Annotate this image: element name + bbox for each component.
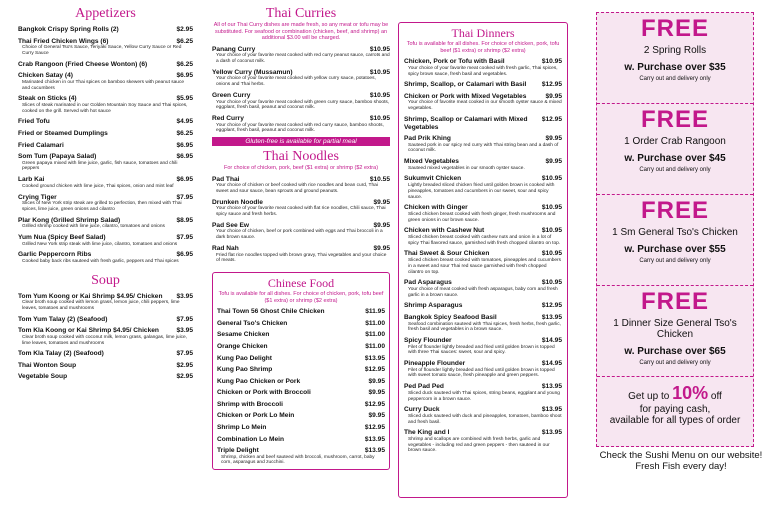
menu-item-price: $6.95 xyxy=(176,251,193,259)
discount-percent: 10% xyxy=(672,383,709,403)
menu-item xyxy=(18,176,193,184)
menu-item-description: Sauteed pork in our spicy red curry with Thai string bean and a dash of coconut milk. xyxy=(408,142,559,154)
menu-item xyxy=(18,350,193,358)
menu-item-description: Lightly breaded sliced chicken fried until golden brown is cooked with pineapples, tomatoes and cucumbers in our sweet, sour and spicy sauce. xyxy=(408,183,555,200)
menu-item-name: Panang Curry xyxy=(212,45,256,53)
menu-item-name: General Tso's Chicken xyxy=(217,319,288,327)
gluten-free-banner: Gluten-free is available for partial meal xyxy=(212,137,390,146)
menu-item xyxy=(217,366,385,374)
noodles-title: Thai Noodles xyxy=(263,149,339,165)
menu-item xyxy=(217,447,385,455)
menu-item-name: Crab Rangoon (Fried Cheese Wonton) (6) xyxy=(18,60,148,68)
menu-item xyxy=(404,406,562,414)
menu-item-description: Shrimp, chicken and beef sauteed with broccoli, mushroom, carrot, baby corn, asparagus and zucchini. xyxy=(221,454,375,466)
menu-item xyxy=(18,118,193,126)
menu-item-name: Chicken, Pork or Tofu with Basil xyxy=(404,58,505,66)
menu-item xyxy=(404,429,562,437)
menu-item-price: $10.95 xyxy=(541,250,562,258)
menu-item-name: Chicken Satay (4) xyxy=(18,72,73,80)
menu-item-name: Green Curry xyxy=(212,91,251,99)
menu-item-price: $7.95 xyxy=(176,315,193,323)
menu-item xyxy=(404,158,562,166)
menu-item xyxy=(404,58,562,66)
menu-item-price: $7.95 xyxy=(176,193,193,201)
menu-item-price: $9.95 xyxy=(545,135,562,143)
menu-item-price: $13.95 xyxy=(541,429,562,437)
menu-item xyxy=(404,204,562,212)
menu-item-name: Shrimp Asparagus xyxy=(404,302,463,310)
menu-item-name: Triple Delight xyxy=(217,447,259,455)
curries-subheading: All of our Thai Curry dishes are made fresh, so any meat or tofu may be substituted. For seafood or combination (chicken, beef, and shrimp) an additional $3.00 will be charged. xyxy=(213,22,389,42)
menu-item-name: Kung Pao Shrimp xyxy=(217,366,273,374)
coupon-offer: 1 Sm General Tso's Chicken xyxy=(612,227,738,238)
menu-item-name: Yellow Curry (Mussamun) xyxy=(212,68,293,76)
menu-item-name: Tom Kla Koong or Kai Shrimp $4.95/ Chicken xyxy=(18,327,159,335)
menu-item xyxy=(18,234,193,242)
menu-item-description: Green papaya mixed with lime juice, garlic, fish sauce, tomatoes and chili peppers xyxy=(22,160,178,172)
menu-item-description: Choice of General Tso's Sauce, Teriyaki Sauce, Yellow Curry Sauce or Red Curry Sauce xyxy=(22,45,182,56)
menu-item xyxy=(18,26,193,34)
menu-item-price: $12.95 xyxy=(541,302,562,310)
menu-item-name: Sukumvit Chicken xyxy=(404,175,462,183)
menu-item-price: $10.95 xyxy=(369,115,390,123)
menu-item-name: Chicken or Pork with Mixed Vegetables xyxy=(404,92,527,100)
menu-item-description: Sliced chicken breast cooked with tomatoes, pineapples and cucumbers in a sweet and sour Thai red sauce garnished with fresh chopped cilantro on top. xyxy=(408,258,562,275)
menu-item-price: $7.95 xyxy=(176,350,193,358)
menu-item-price: $6.95 xyxy=(176,72,193,80)
menu-item-name: Vegetable Soup xyxy=(18,373,68,381)
menu-item-description: Clear broth soup cooked with coconut milk, lemon grass, galangas, lime juice, lime leaves, tomatoes and mushrooms xyxy=(22,334,188,346)
menu-item xyxy=(217,424,385,432)
menu-item-price: $10.95 xyxy=(369,91,390,99)
menu-item-name: Shrimp with Broccoli xyxy=(217,400,283,408)
menu-item xyxy=(18,251,193,259)
menu-item-description: Sliced duck sauteed with duck and pineapples, tomatoes, bamboo shoot and fresh basil. xyxy=(408,413,562,425)
menu-item-description: Sliced chicken breast cooked with cashew nuts and onion in a lot of spicy Thai flavored sauce, garnished with fresh chopped cilantro on top. xyxy=(408,234,561,246)
menu-item-name: Pad Prik Khing xyxy=(404,135,451,143)
menu-item-name: Tom Yum Koong or Kai Shrimp $4.95/ Chicken xyxy=(18,292,163,300)
menu-item-name: Orange Chicken xyxy=(217,342,268,350)
menu-item xyxy=(18,194,193,202)
menu-item xyxy=(18,327,193,335)
menu-item xyxy=(404,116,562,131)
coupon-purchase: w. Purchase over $35 xyxy=(624,62,726,73)
menu-item xyxy=(217,436,385,444)
menu-item-price: $9.95 xyxy=(368,377,385,385)
menu-item-name: Shrimp, Scallop or Calamari with Mixed Vegetables xyxy=(404,115,528,131)
menu-item xyxy=(404,135,562,143)
menu-item-name: Fried or Steamed Dumplings xyxy=(18,129,108,137)
menu-item-name: Chicken with Cashew Nut xyxy=(404,227,485,235)
dinners-list xyxy=(404,58,562,454)
menu-item-name: Kung Pao Delight xyxy=(217,354,272,362)
footer-line2: Fresh Fish every day! xyxy=(635,461,727,472)
menu-item xyxy=(404,81,562,89)
menu-item-description: Your choice of your favorite meat cooked with fresh garlic, Thai spices, spicy brown sauce, fresh basil and vegetables. xyxy=(408,65,558,77)
menu-item xyxy=(217,343,385,351)
menu-item-price: $9.95 xyxy=(373,221,390,229)
coupons-panel xyxy=(596,12,754,447)
menu-item-price: $9.95 xyxy=(373,244,390,252)
menu-item xyxy=(212,92,390,100)
menu-item-price: $10.95 xyxy=(541,279,562,287)
menu-item xyxy=(212,245,390,253)
menu-item-description: Sauteed mixed vegetables in our smooth oyster sauce. xyxy=(408,165,525,171)
menu-item-description: Filet of flounder lightly breaded and fried until golden brown is topped with sweet tomato sauce, fresh pineapple and green peppers. xyxy=(408,367,555,379)
menu-item-price: $9.95 xyxy=(545,92,562,100)
menu-item xyxy=(212,115,390,123)
menu-item-name: Steak on Sticks (4) xyxy=(18,95,77,103)
menu-item xyxy=(404,250,562,258)
menu-item-price: $13.95 xyxy=(541,313,562,321)
appetizers-column xyxy=(18,0,193,381)
menu-item-price: $10.55 xyxy=(369,175,390,183)
menu-item xyxy=(18,72,193,80)
menu-item-description: Your choice of your favorite meat cooked with red curry sauce, bamboo shoots, eggplant, fresh basil, peanut and coconut milk. xyxy=(216,122,384,134)
menu-item-name: Plar Kong (Grilled Shrimp Salad) xyxy=(18,216,121,224)
menu-item-description: Your choice of chicken, beef or pork combined with eggs and Thai broccoli in a dark brown sauce. xyxy=(216,229,383,241)
menu-item-price: $13.95 xyxy=(541,383,562,391)
menu-item xyxy=(18,61,193,69)
menu-item-price: $6.95 xyxy=(176,176,193,184)
menu-item-description: Your choice of your favorite meat cooked with flat rice noodles, Chili sauce, Thai spicy sauce and fresh herbs. xyxy=(216,206,386,218)
menu-item-name: Mixed Vegetables xyxy=(404,158,459,166)
menu-item-name: Fried Tofu xyxy=(18,118,50,126)
menu-item-name: The King and I xyxy=(404,429,450,437)
menu-item-name: Thai Wonton Soup xyxy=(18,361,77,369)
coupon-offer: 1 Dinner Size General Tso's Chicken xyxy=(613,318,737,340)
menu-item-price: $12.95 xyxy=(541,115,562,123)
menu-item xyxy=(404,279,562,287)
soup-list xyxy=(18,293,193,381)
menu-item-price: $7.95 xyxy=(176,233,193,241)
appetizers-list xyxy=(18,26,193,265)
menu-item-description: Clear broth soup cooked with lemon grass, lemon juice, chili peppers, lime leaves, tomatoes and mushrooms xyxy=(22,300,180,311)
menu-item xyxy=(18,362,193,370)
menu-item xyxy=(404,302,562,310)
menu-item-description: Slices of steak marinated in our Golden Mountain Soy Sauce and Thai spices, cooked on the grill. Served with hot sauce xyxy=(22,102,188,114)
menu-item-price: $13.95 xyxy=(364,435,385,443)
chinese-list xyxy=(217,308,385,466)
dinners-box xyxy=(398,22,568,498)
menu-item-price: $6.95 xyxy=(176,141,193,149)
menu-item-price: $3.95 xyxy=(176,327,193,335)
menu-item-price: $2.95 xyxy=(176,26,193,33)
menu-item xyxy=(18,142,193,150)
cash-discount xyxy=(597,377,753,426)
menu-item xyxy=(18,373,193,381)
menu-item-description: Cooked ground chicken with lime juice, Thai spices, onion and mint leaf xyxy=(22,183,174,189)
menu-item xyxy=(217,355,385,363)
menu-item-price: $2.95 xyxy=(176,361,193,369)
menu-item-description: Cooked baby back ribs sauteed with fresh garlic, peppers and Thai spices xyxy=(22,258,179,264)
menu-item xyxy=(18,153,193,161)
menu-item-description: Grilled shrimp cooked with lime juice, cilantro, tomatoes and onions xyxy=(22,224,165,230)
coupon-carry: Carry out and delivery only xyxy=(639,167,711,173)
menu-item-name: Red Curry xyxy=(212,115,244,123)
menu-item-description: Shrimp and scallops are combined with fresh herbs, garlic and vegetables - including red and green peppers - then sauteed in our brown sauce. xyxy=(408,436,550,454)
coupon-carry: Carry out and delivery only xyxy=(639,360,711,366)
menu-item-price: $12.95 xyxy=(364,423,385,431)
appetizers-title: Appetizers xyxy=(75,6,136,21)
menu-item-price: $14.95 xyxy=(541,337,562,345)
discount-pre: Get up to xyxy=(628,391,670,402)
menu-item-name: Chicken with Ginger xyxy=(404,204,468,212)
menu-item-price: $6.25 xyxy=(176,37,193,45)
menu-item-price: $6.25 xyxy=(176,129,193,137)
menu-item-name: Chicken or Pork Lo Mein xyxy=(217,412,295,420)
menu-item-name: Shrimp, Scallop, or Calamari with Basil xyxy=(404,81,527,89)
menu-item-name: Sesame Chicken xyxy=(217,331,270,339)
menu-item xyxy=(404,314,562,322)
menu-item-description: Filet of flounder lightly breaded and fried until golden brown is topped with three Thai sauces: sweet, sour and spicy. xyxy=(408,344,555,356)
menu-item xyxy=(217,389,385,397)
coupon-offer: 2 Spring Rolls xyxy=(643,45,707,56)
menu-item xyxy=(18,95,193,103)
menu-item-name: Tom Yum Talay (2) (Seafood) xyxy=(18,315,108,323)
menu-item-price: $11.00 xyxy=(365,319,385,327)
menu-item-description: Fried flat rice noodles topped with brown gravy, Thai vegetables and your choice of meats. xyxy=(216,252,387,264)
menu-item-description: Sliced chicken breast cooked with fresh ginger, fresh mushrooms and green onions in our brown sauce. xyxy=(408,211,556,223)
coupon-purchase: w. Purchase over $55 xyxy=(624,244,726,255)
menu-item-name: Rad Nah xyxy=(212,244,239,252)
menu-item xyxy=(217,412,385,420)
menu-item-price: $13.95 xyxy=(364,447,385,455)
coupon-carry: Carry out and delivery only xyxy=(639,76,711,82)
menu-item-description: Your choice of your favorite meat cooked with green curry sauce, bamboo shoots, eggplant, fresh basil, peanut and coconut milk. xyxy=(216,99,390,111)
menu-item-price: $13.95 xyxy=(541,406,562,414)
menu-item-name: Pad Asparagus xyxy=(404,279,452,287)
coupon xyxy=(597,195,753,286)
menu-item-price: $10.95 xyxy=(541,204,562,212)
menu-item-price: $2.95 xyxy=(176,373,193,381)
menu-item-price: $6.25 xyxy=(176,60,193,68)
menu-item-price: $5.95 xyxy=(176,95,193,103)
menu-item-name: Larb Kai xyxy=(18,176,45,184)
menu-item-name: Thai Sweet & Sour Chicken xyxy=(404,250,490,258)
menu-item-price: $11.00 xyxy=(365,342,385,350)
coupon-free: FREE xyxy=(640,197,709,224)
menu-item-description: Your choice of chicken or beef cooked with rice noodles and bean curd, Thai sweet and sour sauce, bean sprouts and ground peanuts. xyxy=(216,183,378,195)
menu-item-price: $3.95 xyxy=(176,292,193,300)
menu-item-name: Yum Nua (Spicy Beef Salad) xyxy=(18,233,106,241)
menu-item-name: Ped Pad Ped xyxy=(404,383,444,391)
coupon xyxy=(597,286,753,377)
menu-item-price: $6.95 xyxy=(176,153,193,161)
menu-item-price: $12.95 xyxy=(364,366,385,374)
menu-item-name: Pineapple Flounder xyxy=(404,360,466,368)
menu-item-name: Fried Calamari xyxy=(18,141,64,149)
menu-item-name: Combination Lo Mein xyxy=(217,435,285,443)
menu-item-name: Spicy Flounder xyxy=(404,337,452,345)
curries-title: Thai Curries xyxy=(265,6,337,21)
menu-item-description: Grilled New York strip steak with lime juice, cilantro, tomatoes and onions xyxy=(22,241,178,247)
menu-item-price: $10.95 xyxy=(541,58,562,66)
menu-item-name: Thai Town 56 Ghost Chile Chicken xyxy=(217,308,325,316)
menu-item-price: $11.95 xyxy=(365,308,385,316)
menu-item-name: Shrimp Lo Mein xyxy=(217,423,267,431)
menu-item-name: Pad See Ew xyxy=(212,221,250,229)
menu-item-name: Bangkok Spicy Seafood Basil xyxy=(404,313,497,321)
chinese-box xyxy=(212,272,390,470)
menu-item-description: Sliced duck sauteed with Thai spices, string beans, eggplant and young peppercorn in a brown sauce. xyxy=(408,390,560,402)
discount-line3: available for all types of order xyxy=(609,415,741,426)
menu-item xyxy=(217,401,385,409)
menu-item-name: Garlic Peppercorn Ribs xyxy=(18,251,92,259)
menu-item-price: $8.95 xyxy=(176,216,193,224)
menu-item-price: $10.95 xyxy=(541,227,562,235)
menu-item-name: Curry Duck xyxy=(404,406,440,414)
menu-item xyxy=(217,308,385,316)
menu-item-price: $9.95 xyxy=(368,389,385,397)
coupon-offer: 1 Order Crab Rangoon xyxy=(624,136,726,147)
menu-item xyxy=(404,383,562,391)
coupon-carry: Carry out and delivery only xyxy=(639,258,711,264)
chinese-title: Chinese Food xyxy=(267,276,335,290)
coupon-free: FREE xyxy=(640,15,709,42)
menu-item-price: $11.00 xyxy=(365,331,385,339)
menu-item-description: Your choice of meat cooked with fresh asparagus, baby corn and fresh garlic in a brown sauce. xyxy=(408,286,558,298)
coupon xyxy=(597,104,753,195)
coupon-free: FREE xyxy=(640,288,709,315)
discount-post: off xyxy=(710,391,722,402)
menu-item-name: Pad Thai xyxy=(212,175,240,183)
menu-item xyxy=(18,316,193,324)
menu-item xyxy=(217,320,385,328)
menu-item-name: Crying Tiger xyxy=(18,193,57,201)
coupon-list xyxy=(597,13,753,377)
menu-item-price: $9.95 xyxy=(373,198,390,206)
noodles-list xyxy=(212,176,390,264)
dinners-title: Thai Dinners xyxy=(451,26,515,40)
menu-item xyxy=(404,227,562,235)
menu-item-description: Your choice of your favorite meat cooked with red curry peanut sauce, carrots and a dash of coconut milk. xyxy=(216,53,390,65)
menu-item xyxy=(404,337,562,345)
discount-line2: for paying cash, xyxy=(639,404,711,415)
menu-item xyxy=(18,130,193,138)
coupon xyxy=(597,13,753,104)
noodles-subheading: For choice of chicken, pork, beef ($1 extra) or shrimp ($2 extra) xyxy=(223,165,379,172)
menu-item-price: $10.95 xyxy=(369,68,390,76)
curries-list xyxy=(212,46,390,134)
menu-item-name: Tom Kla Talay (2) (Seafood) xyxy=(18,350,104,358)
menu-item-price: $12.95 xyxy=(541,81,562,89)
menu-item-description: Marinated chicken in our Thai spices on bamboo skewers with peanut sauce and cucumbers xyxy=(22,79,185,91)
menu-item-price: $10.95 xyxy=(541,175,562,183)
coupon-free: FREE xyxy=(640,106,709,133)
menu-item-name: Bangkok Crispy Spring Rolls (2) xyxy=(18,26,119,33)
menu-item-description: Your choice of favorite meat cooked in our smooth oyster sauce & mixed vegetables. xyxy=(408,100,562,112)
menu-item-price: $14.95 xyxy=(541,360,562,368)
soup-title: Soup xyxy=(91,272,120,288)
menu-item-price: $9.95 xyxy=(545,158,562,166)
menu-item-price: $10.95 xyxy=(369,45,390,53)
menu-item-description: Slices of New York strip steak are grilled to perfection, then mixed with Thai spices, lime juice, green onions and cilantro xyxy=(22,201,182,212)
menu-item-name: Som Tum (Papaya Salad) xyxy=(18,153,97,161)
menu-item-description: Seafood combination sauteed with Thai spices, fresh herbs, fresh garlic, fresh basil and vegetables in a brown sauce. xyxy=(408,321,561,333)
coupon-purchase: w. Purchase over $65 xyxy=(624,346,726,357)
chinese-subheading: Tofu is available for all dishes. For choice of chicken, pork, tofu beef ($1 extra) or shrimp ($2 extra) xyxy=(218,291,384,304)
menu-item-description: Your choice of your favorite meat cooked with yellow curry sauce, potatoes, onions and Thai herbs. xyxy=(216,76,376,88)
menu-item-name: Kung Pao Chicken or Pork xyxy=(217,377,301,385)
menu-item xyxy=(217,331,385,339)
menu-item-name: Thai Fried Chicken Wings (6) xyxy=(18,37,109,45)
menu-item-name: Chicken or Pork with Broccoli xyxy=(217,389,311,397)
curries-column xyxy=(212,0,390,470)
footer-line1: Check the Sushi Menu on our website! xyxy=(599,450,763,461)
footer xyxy=(596,450,766,472)
dinners-subheading: Tofu is available for all dishes. For choice of chicken, pork, tofu beef ($1 extra) or shrimp ($2 extra) xyxy=(406,41,560,54)
menu-item-price: $13.95 xyxy=(364,354,385,362)
menu-item xyxy=(404,175,562,183)
menu-item-name: Drunken Noodle xyxy=(212,198,263,206)
menu-item xyxy=(217,378,385,386)
menu-item-price: $4.95 xyxy=(176,118,193,126)
coupon-purchase: w. Purchase over $45 xyxy=(624,153,726,164)
menu-item xyxy=(404,360,562,368)
menu-item-price: $12.95 xyxy=(364,400,385,408)
menu-item-price: $9.95 xyxy=(368,412,385,420)
